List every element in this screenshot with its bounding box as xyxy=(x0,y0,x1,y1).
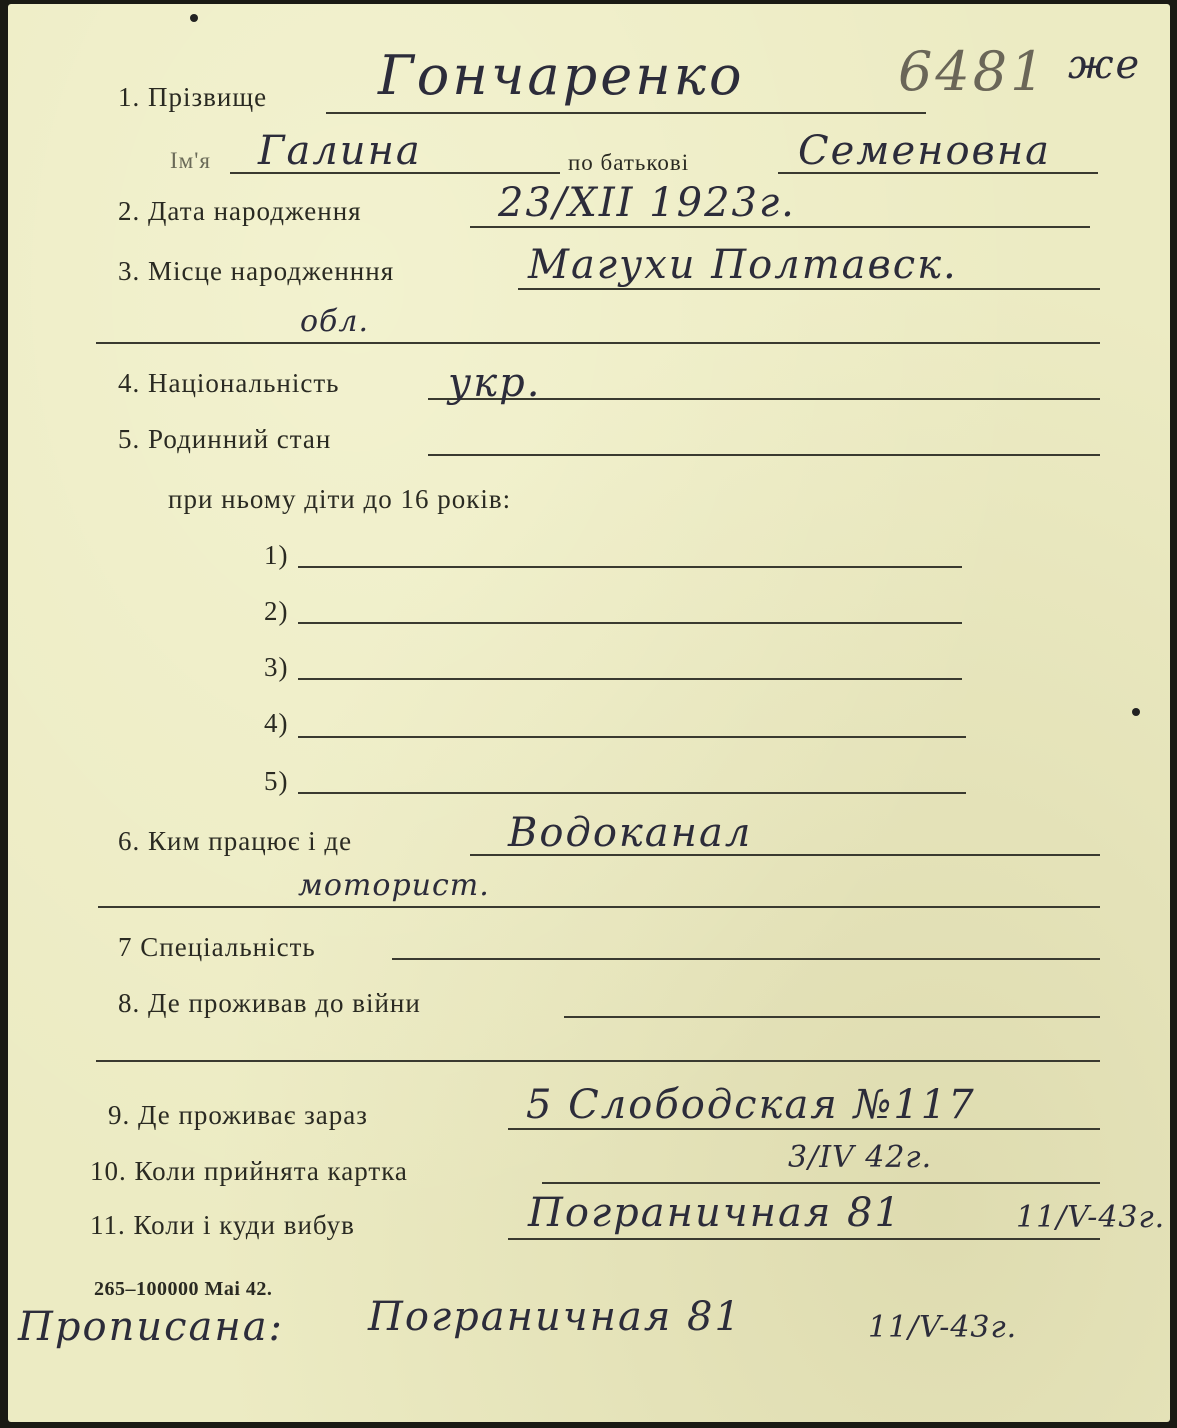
child-3-line xyxy=(298,678,962,680)
children-label: при ньому діти до 16 років: xyxy=(168,484,512,514)
card-number-suffix: же xyxy=(1068,42,1142,88)
registered-label: Прописана: xyxy=(18,1304,285,1350)
patronymic-value: Семеновна xyxy=(798,128,1052,174)
surname-value: Гончаренко xyxy=(378,44,745,107)
child-5-line xyxy=(298,792,966,794)
marital-status-label: 5. Родинний стан xyxy=(118,424,332,454)
card-accepted-line xyxy=(542,1182,1100,1184)
child-5-label: 5) xyxy=(264,766,289,796)
punch-hole-right xyxy=(1132,708,1140,716)
work-label: 6. Ким працює і де xyxy=(118,826,353,856)
birth-place-value: Магухи Полтавск. xyxy=(528,242,958,288)
card-accepted-label: 10. Коли прийнята картка xyxy=(90,1156,408,1186)
departure-line xyxy=(508,1238,1100,1240)
prewar-address-line xyxy=(564,1016,1100,1018)
punch-hole-top xyxy=(190,14,198,22)
departure-date: 11/V-43г. xyxy=(1016,1200,1166,1235)
current-address-line xyxy=(508,1128,1100,1130)
surname-line xyxy=(326,112,926,114)
work-value: Водоканал xyxy=(508,810,753,856)
birth-date-line xyxy=(470,226,1090,228)
marital-status-line xyxy=(428,454,1100,456)
child-1-label: 1) xyxy=(264,540,289,570)
print-code: 265–100000 Mai 42. xyxy=(94,1278,273,1300)
prewar-address-line-2 xyxy=(96,1060,1100,1062)
birth-place-value-cont: обл. xyxy=(300,304,370,339)
departure-value: Пограничная 81 xyxy=(528,1190,902,1236)
child-1-line xyxy=(298,566,962,568)
card-accepted-value: 3/IV 42г. xyxy=(788,1140,933,1175)
birth-place-label: 3. Місце народженння xyxy=(118,256,395,286)
birth-place-line xyxy=(518,288,1100,290)
patronymic-label: по батькові xyxy=(568,150,690,175)
child-4-line xyxy=(298,736,966,738)
child-2-label: 2) xyxy=(264,596,289,626)
birth-place-line-2 xyxy=(96,342,1100,344)
work-line-2 xyxy=(98,906,1100,908)
name-label: Ім'я xyxy=(170,148,211,173)
child-3-label: 3) xyxy=(264,652,289,682)
departure-label: 11. Коли і куди вибув xyxy=(90,1210,355,1240)
specialty-line xyxy=(392,958,1100,960)
registered-date: 11/V-43г. xyxy=(868,1310,1018,1345)
specialty-label: 7 Спеціальність xyxy=(118,932,316,962)
birth-date-label: 2. Дата народження xyxy=(118,196,362,226)
prewar-address-label: 8. Де проживав до війни xyxy=(118,988,421,1018)
child-4-label: 4) xyxy=(264,708,289,738)
nationality-label: 4. Національність xyxy=(118,368,340,398)
nationality-value: укр. xyxy=(448,360,542,406)
current-address-value: 5 Слободская №117 xyxy=(526,1082,976,1128)
registered-value: Пограничная 81 xyxy=(368,1294,742,1340)
registration-card xyxy=(8,4,1170,1422)
surname-label: 1. Прізвище xyxy=(118,82,268,112)
current-address-label: 9. Де проживає зараз xyxy=(108,1100,368,1130)
work-value-cont: моторист. xyxy=(298,868,490,903)
name-value: Галина xyxy=(258,128,422,174)
birth-date-value: 23/XII 1923г. xyxy=(498,180,796,226)
card-number: 6481 xyxy=(898,40,1048,103)
child-2-line xyxy=(298,622,962,624)
